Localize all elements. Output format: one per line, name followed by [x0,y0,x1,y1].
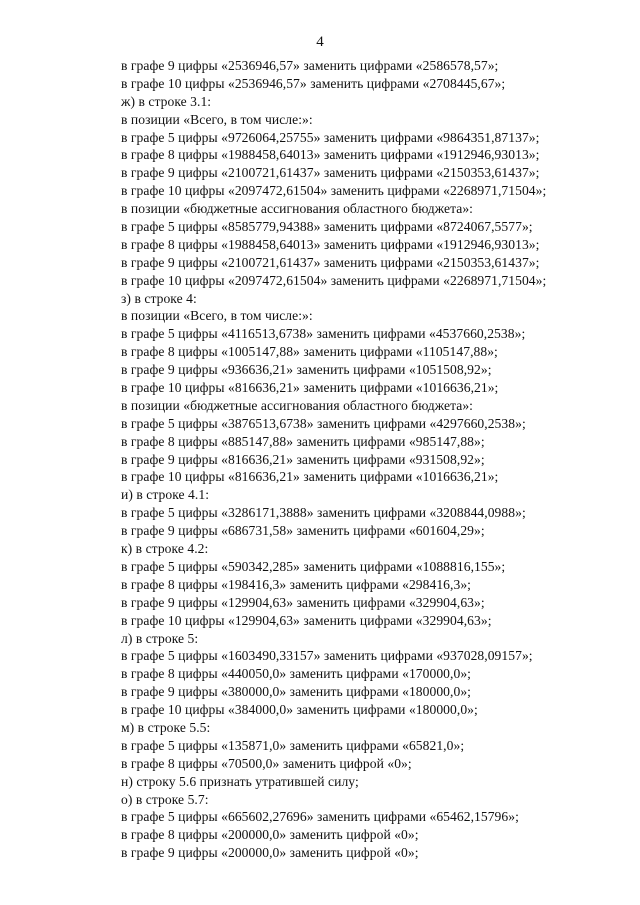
subsection-heading: н) строку 5.6 признать утратившей силу; [121,773,359,789]
subsection-heading: к) в строке 4.2: [121,541,209,557]
text-line: в графе 8 цифры «1005147,88» заменить цифрами «1105147,88»; [121,344,498,360]
text-line: в графе 9 цифры «129904,63» заменить цифрами «329904,63»; [121,594,485,610]
text-line: в позиции «Всего, в том числе:»: [121,308,313,324]
text-line: в графе 10 цифры «816636,21» заменить цифрами «1016636,21»; [121,380,499,396]
text-line: в графе 10 цифры «2097472,61504» заменить цифрами «2268971,71504»; [121,183,547,199]
text-line: в графе 10 цифры «816636,21» заменить цифрами «1016636,21»; [121,469,499,485]
subsection-heading: и) в строке 4.1: [121,487,210,503]
page-number: 4 [316,34,324,50]
text-line: в позиции «бюджетные ассигнования областного бюджета»: [121,397,474,413]
subsection-heading: ж) в строке 3.1: [121,93,212,109]
text-line: в графе 10 цифры «384000,0» заменить цифрами «180000,0»; [121,702,478,718]
document-body [121,57,621,862]
text-line: в графе 10 цифры «129904,63» заменить цифрами «329904,63»; [121,612,492,628]
text-line: в графе 5 цифры «8585779,94388» заменить цифрами «8724067,5577»; [121,219,533,235]
text-line: в графе 8 цифры «885147,88» заменить цифрами «985147,88»; [121,433,485,449]
text-line: в графе 9 цифры «816636,21» заменить цифрами «931508,92»; [121,451,485,467]
text-line: в графе 9 цифры «2536946,57» заменить цифрами «2586578,57»; [121,58,499,73]
text-line: в графе 8 цифры «1988458,64013» заменить цифрами «1912946,93013»; [121,147,540,163]
text-line: в графе 9 цифры «2100721,61437» заменить цифрами «2150353,61437»; [121,254,540,270]
text-line: в графе 9 цифры «936636,21» заменить цифрами «1051508,92»; [121,362,492,378]
text-line: в графе 9 цифры «2100721,61437» заменить цифрами «2150353,61437»; [121,165,540,181]
text-line: в графе 5 цифры «9726064,25755» заменить цифрами «9864351,87137»; [121,129,540,145]
subsection-heading: о) в строке 5.7: [121,791,209,807]
text-line: в графе 5 цифры «1603490,33157» заменить цифрами «937028,09157»; [121,648,533,664]
text-line: в графе 8 цифры «1988458,64013» заменить цифрами «1912946,93013»; [121,236,540,252]
text-line: в графе 8 цифры «440050,0» заменить цифрами «170000,0»; [121,666,472,682]
text-line: в графе 5 цифры «665602,27696» заменить цифрами «65462,15796»; [121,809,519,825]
text-line: в графе 8 цифры «198416,3» заменить цифрами «298416,3»; [121,576,472,592]
subsection-heading: л) в строке 5: [121,630,199,646]
text-line: в графе 8 цифры «70500,0» заменить цифрой «0»; [121,755,412,771]
text-line: в графе 5 цифры «4116513,6738» заменить цифрами «4537660,2538»; [121,326,526,342]
text-line: в графе 9 цифры «686731,58» заменить цифрами «601604,29»; [121,523,485,539]
text-line: в позиции «бюджетные ассигнования областного бюджета»: [121,201,474,217]
text-line: в графе 5 цифры «590342,285» заменить цифрами «1088816,155»; [121,558,506,574]
subsection-heading: м) в строке 5.5: [121,719,211,735]
text-line: в графе 5 цифры «3286171,3888» заменить цифрами «3208844,0988»; [121,505,526,521]
text-line: в графе 10 цифры «2097472,61504» заменить цифрами «2268971,71504»; [121,272,547,288]
subsection-heading: з) в строке 4: [121,290,197,306]
text-line: в графе 5 цифры «135871,0» заменить цифрами «65821,0»; [121,737,465,753]
text-line: в графе 10 цифры «2536946,57» заменить цифрами «2708445,67»; [121,75,506,91]
text-line: в позиции «Всего, в том числе:»: [121,111,313,127]
text-line: в графе 8 цифры «200000,0» заменить цифрой «0»; [121,827,419,843]
text-line: в графе 5 цифры «3876513,6738» заменить цифрами «4297660,2538»; [121,415,526,431]
text-line: в графе 9 цифры «380000,0» заменить цифрами «180000,0»; [121,684,472,700]
text-line: в графе 9 цифры «200000,0» заменить цифрой «0»; [121,845,419,861]
